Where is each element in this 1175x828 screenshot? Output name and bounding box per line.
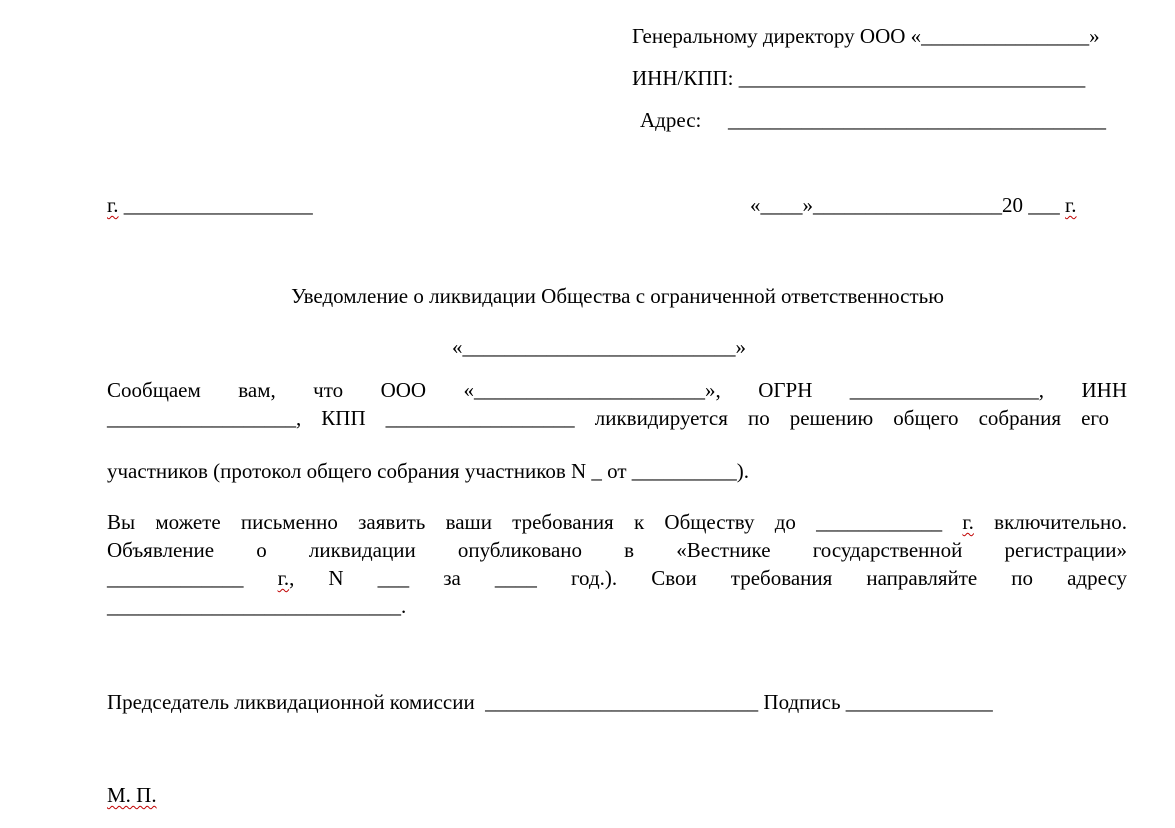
p1-line3: участников (протокол общего собрания участников N _ от __________).	[107, 459, 750, 483]
date-line: «____»__________________20 ___ г.	[750, 193, 1077, 217]
p2-line4: ____________________________.	[107, 594, 407, 618]
p2-line3: _____________ г., N ___ за ____ год.). Свои требования направляйте по адресу	[107, 566, 1128, 590]
p2-line1: Вы можете письменно заявить ваши требования к Обществу до ____________ г. включительно.	[107, 510, 1127, 534]
p2-line2: Объявление о ликвидации опубликовано в «Вестнике государственной регистрации»	[107, 538, 1127, 562]
addressee-line: Генеральному директору ООО «________________»	[632, 24, 1100, 48]
address-label: Адрес:	[640, 108, 702, 132]
company-name-blank: «__________________________»	[452, 335, 746, 359]
city-line: г. __________________	[107, 193, 313, 217]
stamp-place: М. П.	[107, 783, 157, 807]
p1-line2: __________________, КПП __________________ ликвидируется по решению общего собрания его	[107, 406, 1109, 430]
p1-line1: Сообщаем вам, что ООО «______________________», ОГРН __________________, ИНН	[107, 378, 1127, 402]
address-blank: ____________________________________	[728, 108, 1106, 132]
year-suffix: г.	[1065, 193, 1077, 217]
document-title: Уведомление о ликвидации Общества с ограниченной ответственностью	[291, 284, 944, 308]
inn-kpp-line: ИНН/КПП: _________________________________	[632, 66, 1086, 90]
city-prefix: г.	[107, 193, 119, 217]
chairman-signature-line: Председатель ликвидационной комиссии __________________________ Подпись ______________	[107, 690, 993, 714]
